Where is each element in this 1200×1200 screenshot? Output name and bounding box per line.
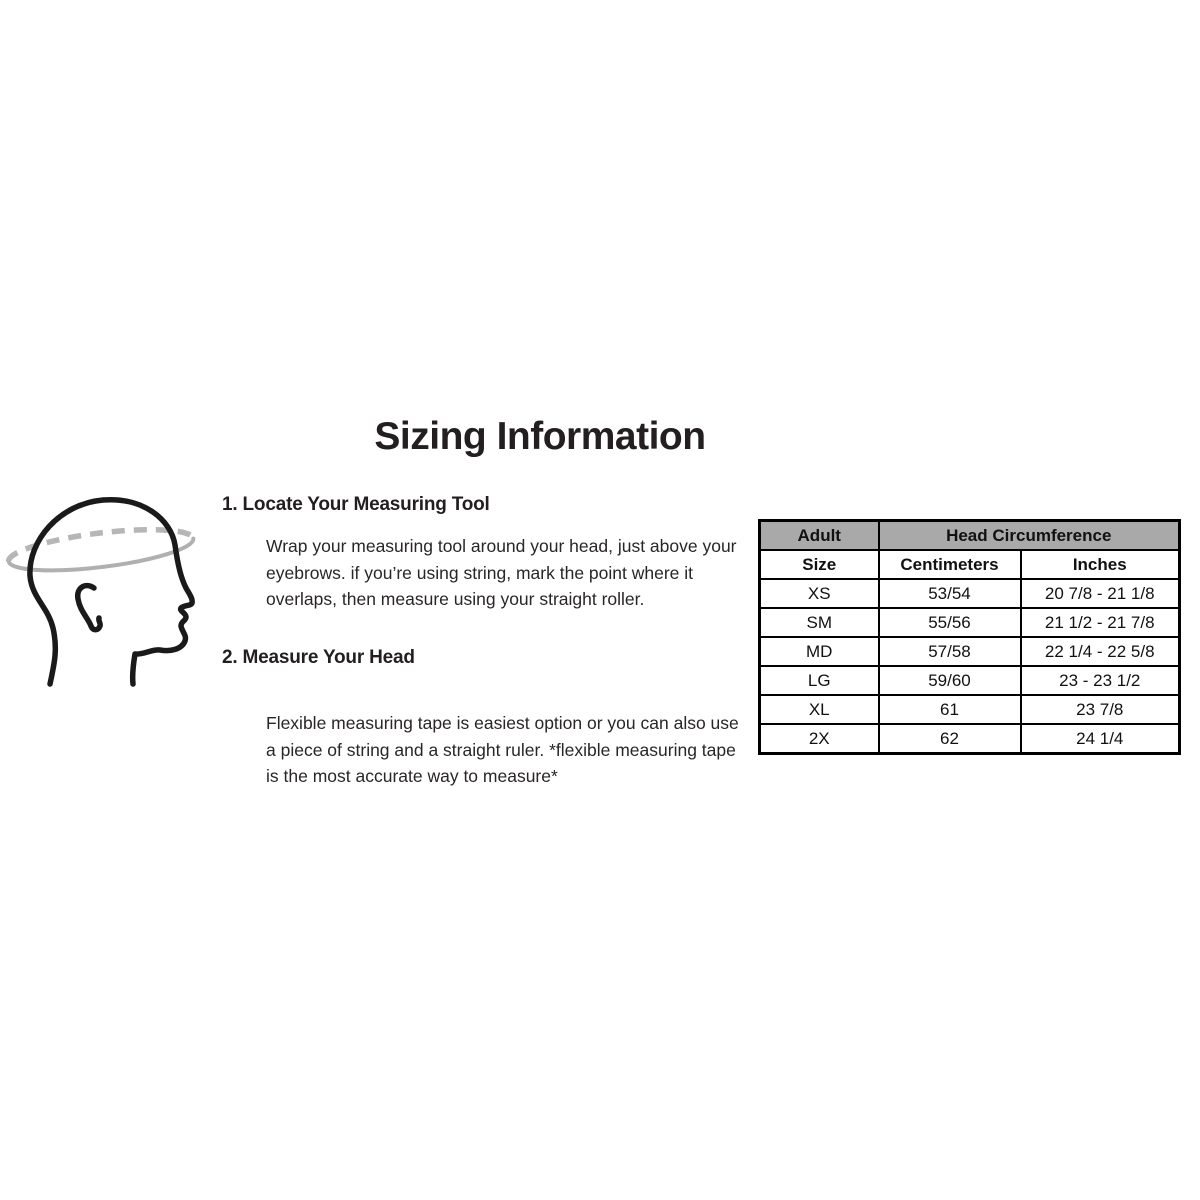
size-cell: XS <box>760 579 879 608</box>
size-cell: 2X <box>760 724 879 754</box>
table-row <box>760 637 1180 666</box>
step2-body: Flexible measuring tape is easiest option or you can also use a piece of string and a straight ruler. *flexible measuring tape is the most accurate way to measure* <box>266 713 739 786</box>
centimeters-cell: 55/56 <box>879 608 1021 637</box>
inches-cell: 20 7/8 - 21 1/8 <box>1021 579 1180 608</box>
table-column-header-row <box>760 550 1180 579</box>
adult-group-header: Adult <box>760 521 879 551</box>
inches-column-header: Inches <box>1021 550 1180 579</box>
size-cell: SM <box>760 608 879 637</box>
table-group-header-row <box>760 521 1180 551</box>
table-row <box>760 695 1180 724</box>
centimeters-cell: 62 <box>879 724 1021 754</box>
table-row <box>760 579 1180 608</box>
inches-cell: 22 1/4 - 22 5/8 <box>1021 637 1180 666</box>
table-row <box>760 666 1180 695</box>
inches-cell: 24 1/4 <box>1021 724 1180 754</box>
centimeters-cell: 59/60 <box>879 666 1021 695</box>
table-row <box>760 608 1180 637</box>
inches-cell: 23 7/8 <box>1021 695 1180 724</box>
size-chart-table <box>758 519 1181 755</box>
inches-cell: 21 1/2 - 21 7/8 <box>1021 608 1180 637</box>
page-title: Sizing Information <box>374 415 706 459</box>
centimeters-cell: 61 <box>879 695 1021 724</box>
size-cell: XL <box>760 695 879 724</box>
centimeters-cell: 53/54 <box>879 579 1021 608</box>
size-cell: MD <box>760 637 879 666</box>
size-column-header: Size <box>760 550 879 579</box>
step1-heading: 1. Locate Your Measuring Tool <box>222 494 490 515</box>
centimeters-cell: 57/58 <box>879 637 1021 666</box>
head-circumference-group-header: Head Circumference <box>879 521 1180 551</box>
centimeters-column-header: Centimeters <box>879 550 1021 579</box>
head-outline-icon <box>30 500 192 684</box>
step2-heading: 2. Measure Your Head <box>222 647 415 668</box>
head-measuring-illustration <box>3 487 200 692</box>
table-row <box>760 724 1180 754</box>
head-profile-svg <box>3 487 200 692</box>
inches-cell: 23 - 23 1/2 <box>1021 666 1180 695</box>
step1-body: Wrap your measuring tool around your head, just above your eyebrows. if you’re using string, mark the point where it overlaps, then measure using your straight roller. <box>266 536 737 609</box>
size-cell: LG <box>760 666 879 695</box>
